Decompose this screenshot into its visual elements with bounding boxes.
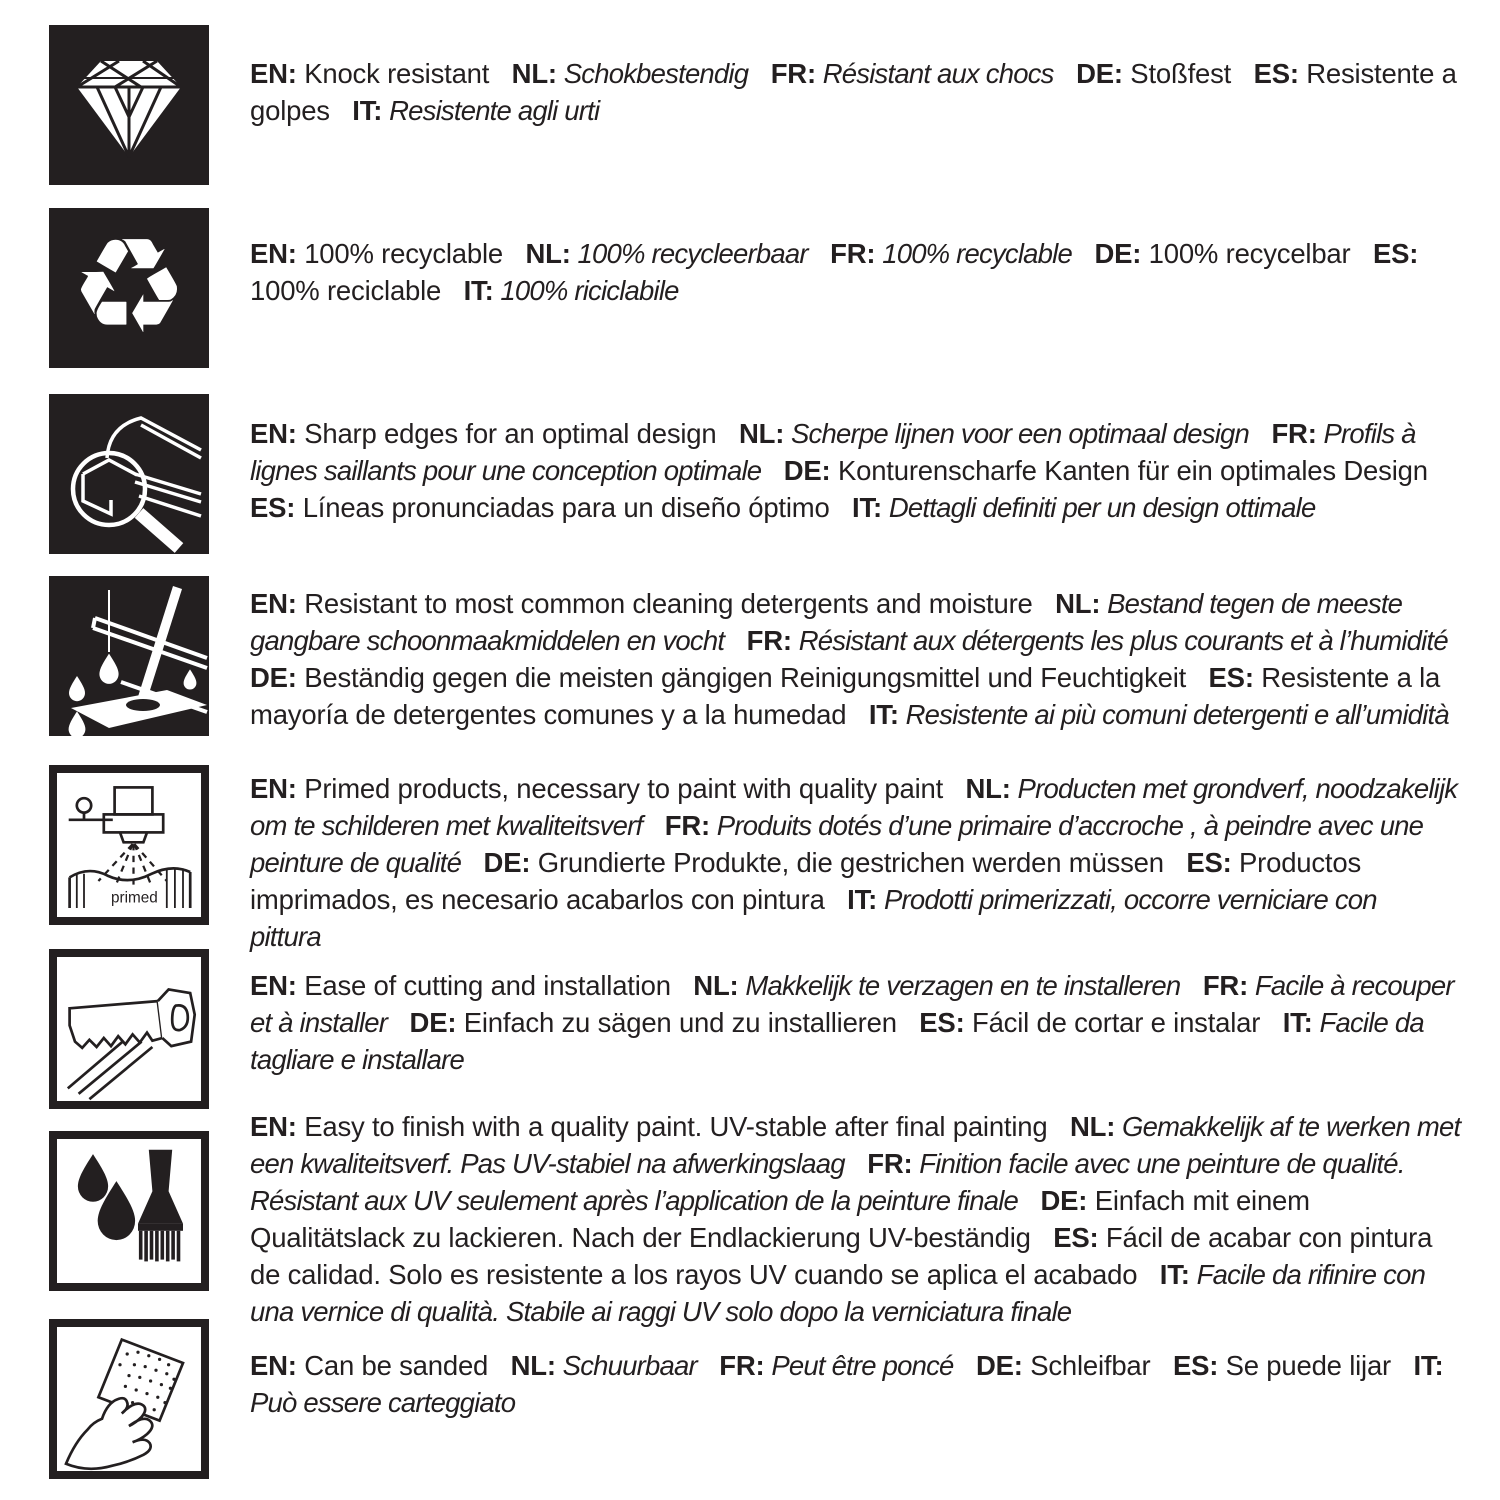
lang-label-es: ES:: [1053, 1222, 1099, 1253]
entry-easy-finish-en: [250, 1111, 1047, 1142]
entry-easy-cutting-es: [919, 1007, 1260, 1038]
lang-text-es: 100% reciclable: [250, 275, 442, 306]
entry-detergent-resistant-de: [250, 662, 1186, 693]
lang-text-de: Schleifbar: [1022, 1350, 1151, 1381]
lang-label-it: IT:: [463, 275, 494, 306]
lang-text-it: Facile da tagliare e installare: [250, 1007, 1424, 1075]
lang-label-de: DE:: [1076, 58, 1123, 89]
feature-text-primed: [250, 770, 1465, 955]
feature-text-easy-cutting: [250, 967, 1465, 1078]
detergent-resistant-icon-box: [49, 576, 209, 736]
entry-knock-resistant-de: [1076, 58, 1231, 89]
mop-icon: [49, 576, 209, 736]
saw-icon: [57, 957, 201, 1101]
lang-label-es: ES:: [919, 1007, 965, 1038]
entry-primed-en: [250, 773, 943, 804]
lang-label-nl: NL:: [511, 58, 557, 89]
lang-label-it: IT:: [868, 699, 899, 730]
lang-label-it: IT:: [1159, 1259, 1190, 1290]
entry-easy-cutting-en: [250, 970, 671, 1001]
lang-text-es: Se puede lijar: [1218, 1350, 1391, 1381]
lang-label-de: DE:: [250, 662, 297, 693]
entry-sandable-de: [976, 1350, 1151, 1381]
lang-label-fr: FR:: [719, 1350, 765, 1381]
entry-recyclable-it: [464, 275, 679, 306]
entry-sharp-edges-nl: [739, 418, 1249, 449]
lang-label-es: ES:: [1253, 58, 1299, 89]
lang-label-de: DE:: [783, 455, 831, 486]
entry-detergent-resistant-fr: [747, 625, 1448, 656]
lang-label-en: EN:: [250, 773, 297, 804]
lang-label-fr: FR:: [746, 625, 792, 656]
lang-text-nl: Scherpe lijnen voor een optimaal design: [784, 418, 1249, 449]
lang-label-fr: FR:: [1271, 418, 1317, 449]
entry-sandable-es: [1173, 1350, 1391, 1381]
lang-label-it: IT:: [1413, 1350, 1444, 1381]
entry-recyclable-nl: [525, 238, 807, 269]
entry-sharp-edges-it: [852, 492, 1315, 523]
lang-text-en: Knock resistant: [296, 58, 490, 89]
lang-label-nl: NL:: [510, 1350, 556, 1381]
lang-text-it: Può essere carteggiato: [250, 1387, 516, 1418]
feature-text-sandable: [250, 1347, 1465, 1421]
lang-text-en: Primed products, necessary to paint with quality paint: [296, 773, 944, 804]
feature-text-detergent-resistant: [250, 585, 1465, 733]
lang-text-de: Grundierte Produkte, die gestrichen werden müssen: [530, 847, 1164, 878]
lang-text-en: Easy to finish with a quality paint. UV-stable after final painting: [296, 1111, 1048, 1142]
spray-gun-icon: [57, 773, 201, 917]
lang-label-fr: FR:: [770, 58, 816, 89]
entry-sharp-edges-de: [784, 455, 1428, 486]
recycle-icon: [49, 208, 209, 368]
magnifier-profile-icon: [49, 394, 209, 554]
lang-label-it: IT:: [847, 884, 878, 915]
entry-sharp-edges-es: [250, 492, 830, 523]
lang-text-nl: Makkelijk te verzagen en te installeren: [738, 970, 1181, 1001]
lang-text-fr: Facile à recouper et à installer: [250, 970, 1454, 1038]
lang-text-nl: Gemakkelijk af te werken met een kwaliteitsverf. Pas UV-stabiel na afwerkingslaag: [250, 1111, 1461, 1179]
lang-text-en: 100% recyclable: [296, 238, 503, 269]
lang-text-es: Líneas pronunciadas para un diseño óptimo: [295, 492, 830, 523]
lang-label-en: EN:: [250, 1350, 297, 1381]
lang-label-nl: NL:: [738, 418, 785, 449]
lang-text-de: Konturenscharfe Kanten für ein optimales Design: [830, 455, 1428, 486]
lang-label-en: EN:: [250, 1111, 297, 1142]
lang-label-de: DE:: [1040, 1185, 1088, 1216]
entry-detergent-resistant-it: [869, 699, 1449, 730]
lang-text-nl: Schokbestendig: [556, 58, 749, 89]
svg-text:♻: ♻: [69, 210, 189, 364]
lang-text-it: Dettagli definiti per un design ottimale: [882, 492, 1316, 523]
feature-text-sharp-edges: [250, 415, 1465, 526]
svg-text:primed: primed: [111, 889, 158, 907]
lang-text-it: 100% riciclabile: [493, 275, 679, 306]
lang-label-en: EN:: [250, 58, 297, 89]
lang-label-de: DE:: [975, 1350, 1023, 1381]
entry-sandable-en: [250, 1350, 488, 1381]
lang-label-nl: NL:: [965, 773, 1011, 804]
lang-label-en: EN:: [250, 418, 297, 449]
sandable-icon-box: [49, 1319, 209, 1479]
sanding-hand-icon: [57, 1327, 201, 1471]
easy-finish-icon-box: [49, 1131, 209, 1291]
lang-label-fr: FR:: [1202, 970, 1249, 1001]
entry-knock-resistant-it: [352, 95, 599, 126]
sharp-edges-icon-box: [49, 394, 209, 554]
lang-text-es: Fácil de acabar con pintura de calidad. Solo es resistente a los rayos UV cuando se aplica el acabado: [250, 1222, 1433, 1290]
lang-text-en: Resistant to most common cleaning detergents and moisture: [296, 588, 1033, 619]
entry-primed-de: [484, 847, 1164, 878]
lang-text-it: Resistente agli urti: [382, 95, 600, 126]
lang-text-it: Prodotti primerizzati, occorre verniciare con pittura: [250, 884, 1377, 952]
lang-text-de: Einfach mit einem Qualitätslack zu lackieren. Nach der Endlackierung UV-beständig: [250, 1185, 1310, 1253]
entry-recyclable-en: [250, 238, 503, 269]
primed-icon-box: [49, 765, 209, 925]
lang-text-es: Fácil de cortar e instalar: [964, 1007, 1261, 1038]
lang-label-de: DE:: [483, 847, 531, 878]
lang-label-es: ES:: [1186, 847, 1232, 878]
lang-text-fr: Finition facile avec une peinture de qualité. Résistant aux UV seulement après l’application de la peinture finale: [250, 1148, 1405, 1216]
lang-label-it: IT:: [852, 492, 882, 523]
lang-label-nl: NL:: [693, 970, 739, 1001]
lang-label-it: IT:: [1282, 1007, 1313, 1038]
lang-label-fr: FR:: [867, 1148, 913, 1179]
lang-text-en: Ease of cutting and installation: [296, 970, 671, 1001]
entry-recyclable-de: [1094, 238, 1350, 269]
recyclable-icon-box: [49, 208, 209, 368]
entry-sandable-fr: [719, 1350, 953, 1381]
lang-text-nl: Schuurbaar: [555, 1350, 697, 1381]
entry-detergent-resistant-en: [250, 588, 1033, 619]
lang-text-es: Resistente a la mayoría de detergentes comunes y a la humedad: [250, 662, 1441, 730]
entry-knock-resistant-fr: [771, 58, 1054, 89]
lang-text-fr: Peut être poncé: [764, 1350, 954, 1381]
lang-text-it: Facile da rifinire con una vernice di qualità. Stabile ai raggi UV solo dopo la verniciatura finale: [250, 1259, 1426, 1327]
entry-easy-cutting-nl: [693, 970, 1180, 1001]
feature-text-knock-resistant: [250, 55, 1465, 129]
entry-recyclable-fr: [830, 238, 1072, 269]
lang-text-nl: Producten met grondverf, noodzakelijk om te schilderen met kwaliteitsverf: [250, 773, 1458, 841]
lang-text-de: 100% recycelbar: [1141, 238, 1351, 269]
lang-label-fr: FR:: [664, 810, 710, 841]
lang-text-it: Resistente ai più comuni detergenti e all’umidità: [898, 699, 1449, 730]
lang-text-nl: 100% recycleerbaar: [570, 238, 808, 269]
lang-label-de: DE:: [1094, 238, 1142, 269]
lang-text-de: Stoßfest: [1122, 58, 1232, 89]
entry-knock-resistant-nl: [512, 58, 749, 89]
lang-text-fr: Produits dotés d’une primaire d’accroche , à peindre avec une peinture de qualité: [250, 810, 1424, 878]
lang-label-en: EN:: [250, 588, 297, 619]
lang-text-de: Beständig gegen die meisten gängigen Reinigungsmittel und Feuchtigkeit: [296, 662, 1187, 693]
knock-resistant-icon-box: [49, 25, 209, 185]
lang-label-nl: NL:: [525, 238, 571, 269]
paint-brush-icon: [57, 1139, 201, 1283]
lang-text-nl: Bestand tegen de meeste gangbare schoonmaakmiddelen en vocht: [250, 588, 1403, 656]
lang-label-fr: FR:: [830, 238, 876, 269]
lang-text-fr: Profils à lignes saillants pour une conception optimale: [250, 418, 1416, 486]
lang-label-es: ES:: [1372, 238, 1419, 269]
lang-label-es: ES:: [1208, 662, 1254, 693]
lang-label-en: EN:: [250, 238, 297, 269]
diamond-icon: [49, 25, 209, 185]
lang-label-it: IT:: [352, 95, 383, 126]
lang-label-nl: NL:: [1069, 1111, 1116, 1142]
feature-text-recyclable: [250, 235, 1465, 309]
lang-label-es: ES:: [1172, 1350, 1219, 1381]
easy-cutting-icon-box: [49, 949, 209, 1109]
lang-text-en: Sharp edges for an optimal design: [296, 418, 717, 449]
lang-label-nl: NL:: [1055, 588, 1101, 619]
lang-text-fr: Résistant aux chocs: [815, 58, 1054, 89]
lang-text-fr: 100% recyclable: [875, 238, 1072, 269]
lang-label-en: EN:: [250, 970, 297, 1001]
feature-text-easy-finish: [250, 1108, 1465, 1330]
lang-label-es: ES:: [250, 492, 296, 523]
lang-text-es: Productos imprimados, es necesario acabarlos con pintura: [250, 847, 1362, 915]
lang-text-es: Resistente a golpes: [250, 58, 1457, 126]
lang-text-de: Einfach zu sägen und zu installieren: [456, 1007, 897, 1038]
lang-text-en: Can be sanded: [296, 1350, 489, 1381]
lang-label-de: DE:: [409, 1007, 457, 1038]
entry-sharp-edges-en: [250, 418, 716, 449]
entry-easy-cutting-de: [410, 1007, 897, 1038]
entry-sandable-nl: [511, 1350, 697, 1381]
entry-knock-resistant-en: [250, 58, 489, 89]
lang-text-fr: Résistant aux détergents les plus courants et à l’humidité: [791, 625, 1448, 656]
